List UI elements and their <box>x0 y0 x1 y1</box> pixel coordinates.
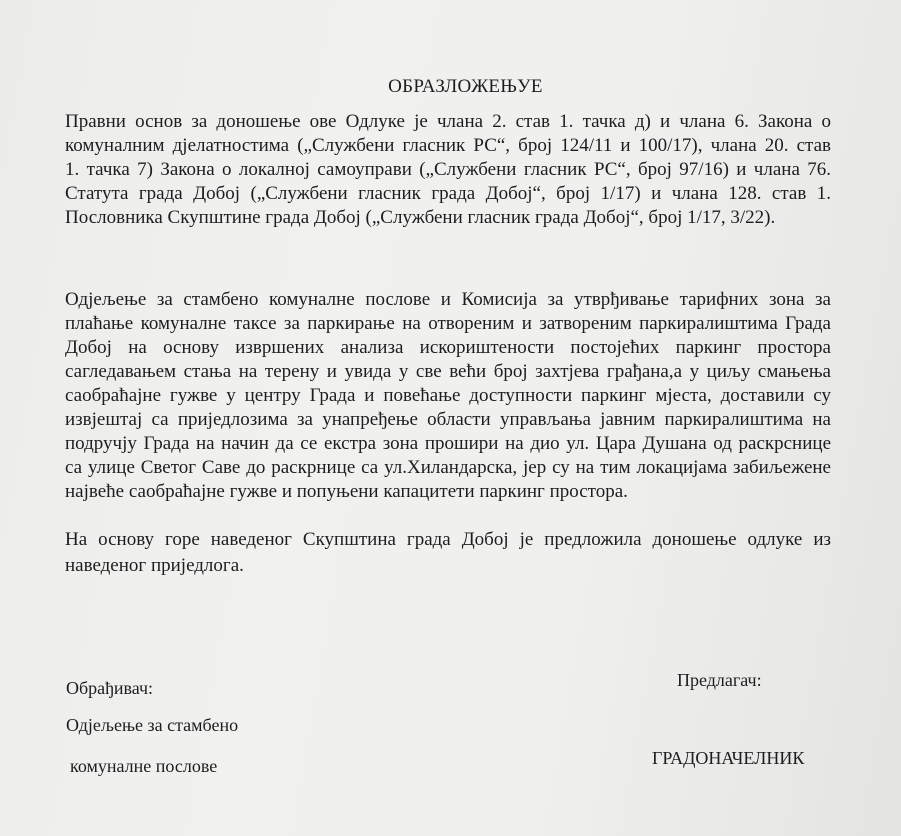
text-line: Пословника Скупштине града Добој („Службени гласник града Добој“, број 1/17, 3/22). <box>65 207 776 228</box>
prepared-by-department-line2: комуналне послове <box>70 756 218 776</box>
text-line: извјештај са приједлозима за унапређење области управљања јавним паркиралиштима на <box>65 409 831 430</box>
text-line: подручју Града на начин да се екстра зона прошири на дио ул. Цара Душана од раскрснице <box>65 433 831 454</box>
text-line: сагледавањем стања на терену и увида у све већи број захтјева грађана,а у циљу смањења <box>65 361 831 382</box>
text-line: Правни основ за доношење ове Одлуке је члана 2. став 1. тачка д) и члана 6. Закона о <box>65 111 831 132</box>
text-line: Статута града Добој („Службени гласник града Добој“, број 1/17) и члана 128. став 1. <box>65 183 831 204</box>
prepared-by-label: Обрађивач: <box>66 678 154 698</box>
text-line: На основу горе наведеног Скупштина града Добој је предложила доношење одлуке из <box>65 529 831 550</box>
text-line: плаћање комуналне таксе за паркирање на отвореним и затвореним паркиралиштима Града <box>65 313 831 334</box>
proposed-by-label: Предлагач: <box>677 670 762 690</box>
text-line: Добој на основу извршених анализа искориштености постојећих паркинг простора <box>65 337 831 358</box>
faint-stamp-imprint <box>380 672 620 762</box>
text-line: 1. тачка 7) Закона о локалној самоуправи („Службени гласник РС“, број 97/16) и члана 76. <box>65 159 831 180</box>
text-line: највеће саобраћајне гужве и попуњени капацитети паркинг простора. <box>65 481 628 502</box>
mayor-title: ГРАДОНАЧЕЛНИК <box>652 748 805 768</box>
text-line: наведеног приједлога. <box>65 555 244 576</box>
text-line: саобраћајне гужве у центру Града и повећање доступности паркинг мјеста, доставили су <box>65 385 831 406</box>
document-title: ОБРАЗЛОЖЕЊУЕ <box>388 76 543 97</box>
text-line: комуналним дјелатностима („Службени гласник РС“, број 124/11 и 100/17), члана 20. став <box>65 135 831 156</box>
text-line: Одјељење за стамбено комуналне послове и Комисија за утврђивање тарифних зона за <box>65 289 831 310</box>
text-line: са улице Светог Саве до раскрнице са ул.Хиландарска, јер су на тим локацијама забиљежене <box>65 457 831 478</box>
prepared-by-department-line1: Одјељење за стамбено <box>66 715 239 735</box>
